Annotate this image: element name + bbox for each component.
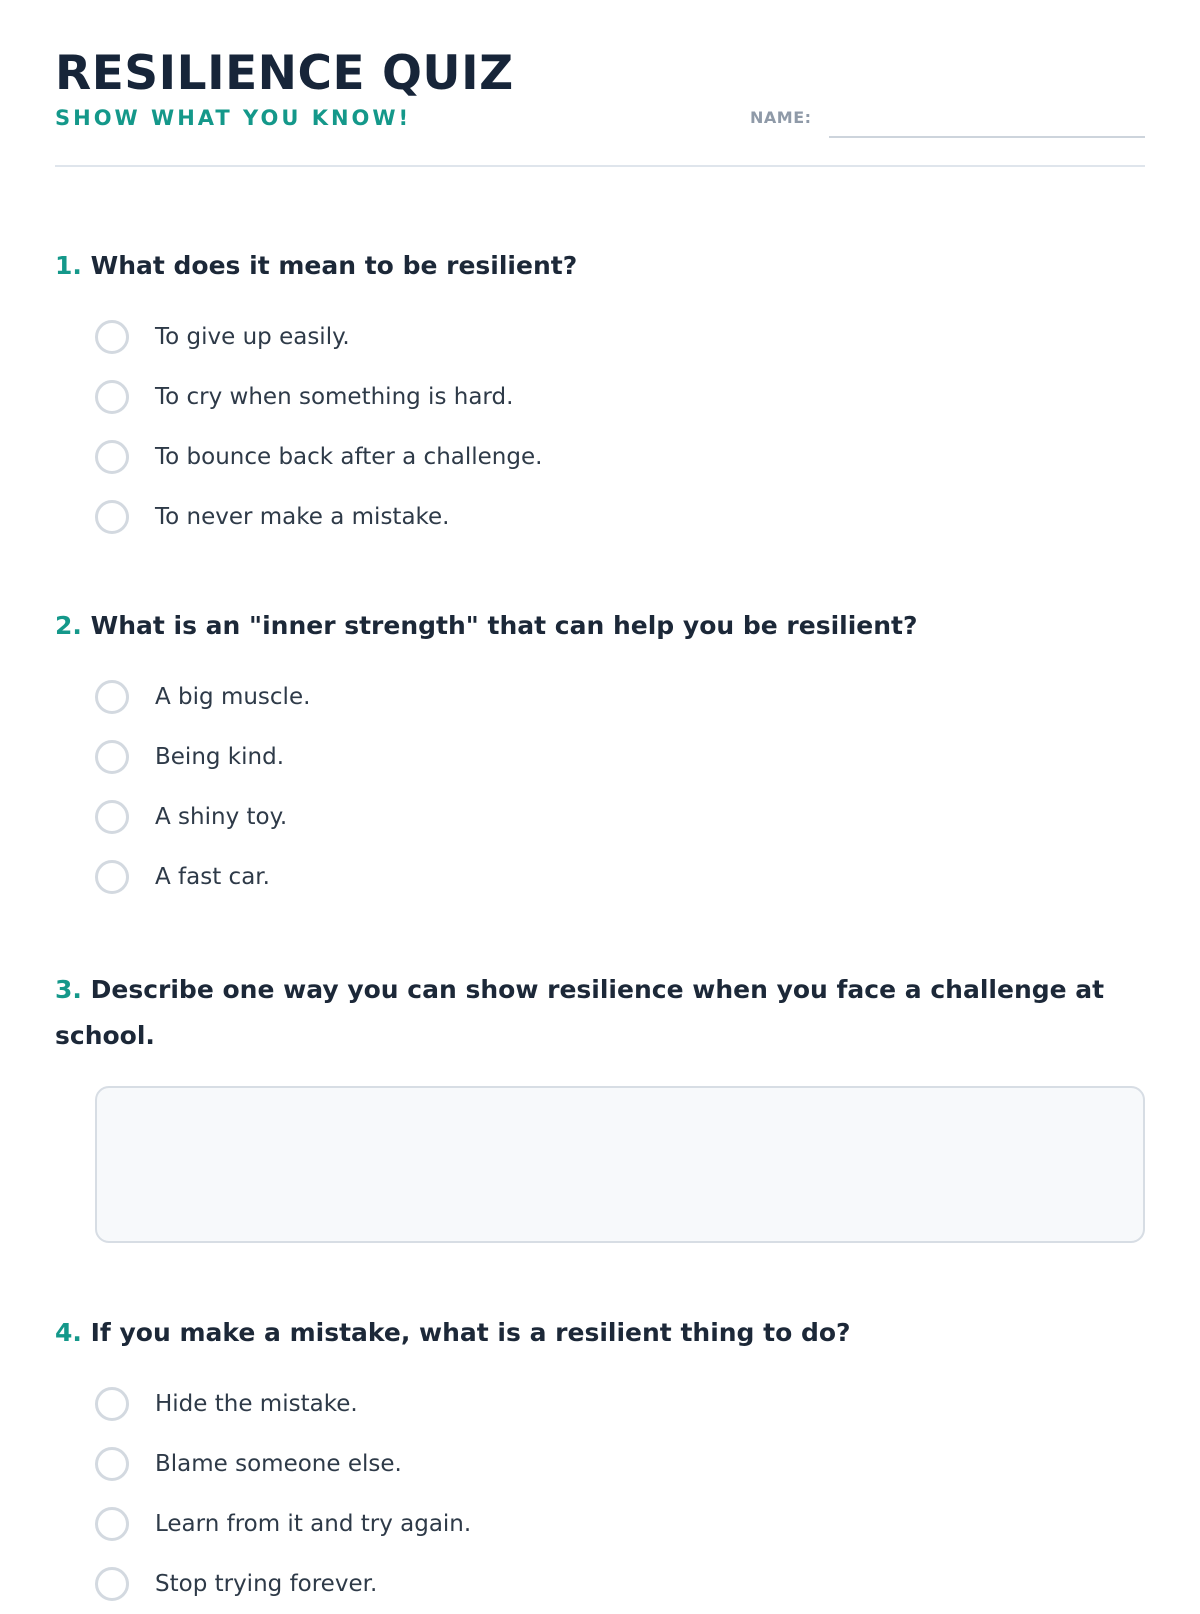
option-label: To bounce back after a challenge. [155, 444, 543, 470]
question-prompt: What is an "inner strength" that can help you be resilient? [90, 611, 918, 640]
radio-circle-icon[interactable] [95, 740, 129, 774]
radio-circle-icon[interactable] [95, 1387, 129, 1421]
question-2 [55, 603, 1145, 907]
answer-option[interactable] [55, 727, 1145, 787]
answer-option[interactable] [55, 847, 1145, 907]
answer-option[interactable] [55, 787, 1145, 847]
radio-circle-icon[interactable] [95, 800, 129, 834]
question-prompt: Describe one way you can show resilience when you face a challenge at school. [55, 975, 1105, 1050]
answer-option[interactable] [55, 1554, 1145, 1614]
option-label: To give up easily. [155, 324, 350, 350]
option-label: Stop trying forever. [155, 1571, 378, 1597]
name-field[interactable] [829, 136, 1145, 138]
option-label: Hide the mistake. [155, 1391, 358, 1417]
answer-option[interactable] [55, 1434, 1145, 1494]
option-label: A fast car. [155, 864, 270, 890]
question-text [55, 1310, 1145, 1356]
radio-circle-icon[interactable] [95, 1447, 129, 1481]
option-label: Learn from it and try again. [155, 1511, 472, 1537]
answer-options [55, 667, 1145, 907]
answer-option[interactable] [55, 307, 1145, 367]
answer-option[interactable] [55, 427, 1145, 487]
page-title: RESILIENCE QUIZ [55, 46, 514, 101]
answer-options [55, 307, 1145, 547]
question-number: 2. [55, 611, 82, 640]
question-text [55, 243, 1145, 289]
option-label: A big muscle. [155, 684, 311, 710]
radio-circle-icon[interactable] [95, 1507, 129, 1541]
option-label: Blame someone else. [155, 1451, 402, 1477]
quiz-header [55, 0, 1145, 167]
radio-circle-icon[interactable] [95, 860, 129, 894]
answer-option[interactable] [55, 367, 1145, 427]
radio-circle-icon[interactable] [95, 440, 129, 474]
answer-option[interactable] [55, 487, 1145, 547]
radio-circle-icon[interactable] [95, 320, 129, 354]
question-3 [55, 967, 1145, 1059]
option-label: To cry when something is hard. [155, 384, 514, 410]
question-prompt: If you make a mistake, what is a resilient thing to do? [90, 1318, 851, 1347]
question-number: 3. [55, 975, 82, 1004]
question-text [55, 967, 1145, 1059]
answer-options [55, 1374, 1145, 1614]
answer-option[interactable] [55, 1374, 1145, 1434]
option-label: To never make a mistake. [155, 504, 450, 530]
option-label: A shiny toy. [155, 804, 288, 830]
radio-circle-icon[interactable] [95, 380, 129, 414]
question-number: 1. [55, 251, 82, 280]
question-4 [55, 1310, 1145, 1614]
answer-option[interactable] [55, 667, 1145, 727]
question-text [55, 603, 1145, 649]
radio-circle-icon[interactable] [95, 680, 129, 714]
radio-circle-icon[interactable] [95, 500, 129, 534]
question-1 [55, 243, 1145, 547]
radio-circle-icon[interactable] [95, 1567, 129, 1601]
page-subtitle: SHOW WHAT YOU KNOW! [55, 106, 412, 130]
question-prompt: What does it mean to be resilient? [90, 251, 578, 280]
question-number: 4. [55, 1318, 82, 1347]
option-label: Being kind. [155, 744, 285, 770]
name-label: NAME: [750, 108, 812, 127]
answer-option[interactable] [55, 1494, 1145, 1554]
answer-textarea[interactable] [95, 1086, 1145, 1243]
